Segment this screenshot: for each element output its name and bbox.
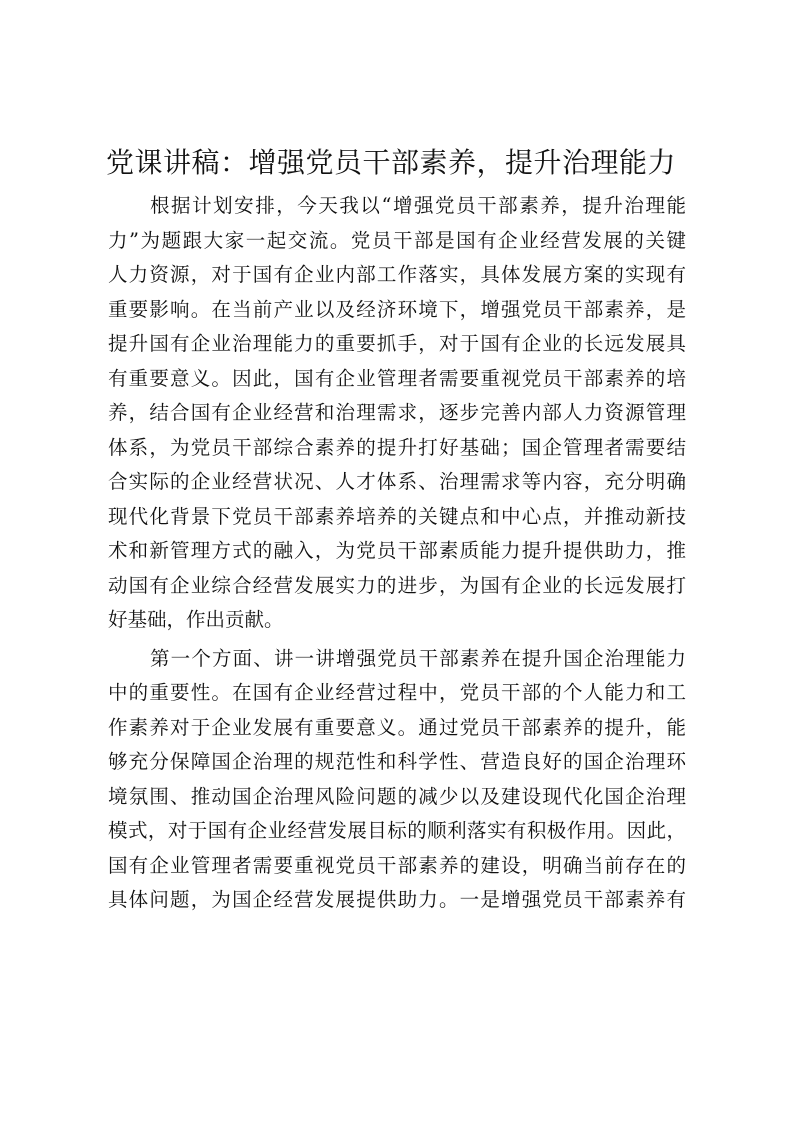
paragraph-intro	[108, 189, 686, 638]
paragraph-section-one	[108, 642, 686, 918]
paragraph-line: 作素养对于企业发展有重要意义。通过党员干部素养的提升，能	[108, 715, 686, 739]
paragraph-line: 根据计划安排，今天我以“增强党员干部素养，提升治理能	[150, 194, 686, 217]
paragraph-line: 够充分保障国企治理的规范性和科学性、营造良好的国企治理环	[108, 750, 686, 773]
paragraph-line: 第一个方面、讲一讲增强党员干部素养在提升国企治理能力	[150, 646, 686, 670]
paragraph-line: 境氛围、推动国企治理风险问题的减少以及建设现代化国企治理	[108, 784, 686, 808]
paragraph-line: 合实际的企业经营状况、人才体系、治理需求等内容，充分明确	[108, 470, 686, 493]
paragraph-line: 中的重要性。在国有企业经营过程中，党员干部的个人能力和工	[108, 681, 686, 704]
paragraph-line: 国有企业管理者需要重视党员干部素养的建设，明确当前存在的	[108, 853, 686, 877]
paragraph-line: 术和新管理方式的融入，为党员干部素质能力提升提供助力，推	[108, 539, 686, 562]
paragraph-line: 养，结合国有企业经营和治理需求，逐步完善内部人力资源管理	[108, 401, 686, 424]
paragraph-line: 体系，为党员干部综合素养的提升打好基础；国企管理者需要结	[108, 435, 686, 459]
paragraph-line: 模式，对于国有企业经营发展目标的顺利落实有积极作用。因此，	[108, 819, 686, 842]
paragraph-line: 重要影响。在当前产业以及经济环境下，增强党员干部素养，是	[108, 297, 686, 321]
paragraph-line: 具体问题，为国企经营发展提供助力。一是增强党员干部素养有	[108, 888, 686, 911]
document-title: 党课讲稿：增强党员干部素养，提升治理能力	[106, 146, 677, 179]
paragraph-line: 提升国有企业治理能力的重要抓手，对于国有企业的长远发展具	[108, 332, 686, 355]
document-body	[108, 189, 686, 918]
paragraph-line: 动国有企业综合经营发展实力的进步，为国有企业的长远发展打	[108, 573, 686, 597]
paragraph-line: 好基础，作出贡献。	[108, 608, 284, 631]
paragraph-line: 人力资源，对于国有企业内部工作落实，具体发展方案的实现有	[108, 263, 686, 286]
paragraph-line: 有重要意义。因此，国有企业管理者需要重视党员干部素养的培	[108, 366, 686, 390]
paragraph-line: 力”为题跟大家一起交流。党员干部是国有企业经营发展的关键	[108, 228, 686, 252]
paragraph-line: 现代化背景下党员干部素养培养的关键点和中心点，并推动新技	[108, 504, 686, 528]
